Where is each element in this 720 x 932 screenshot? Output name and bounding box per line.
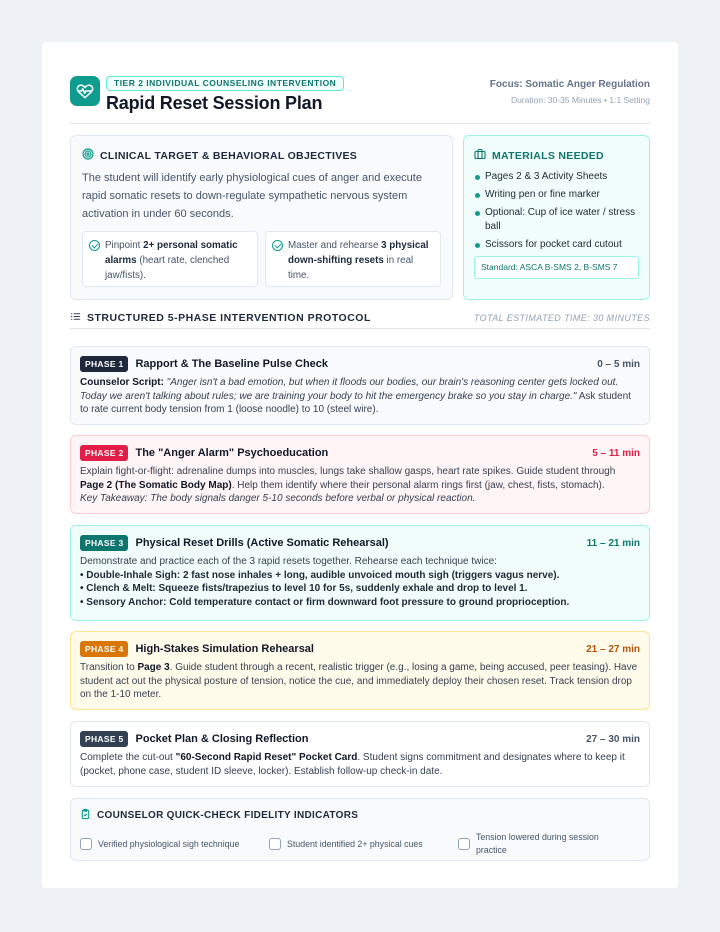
phase-body: Transition to Page 3. Guide student through a recent, realistic trigger (e.g., losing a game, being accused, peer teasing). Have student act out the physical posture of tension, notice the cue, and immediately deploy their chosen reset. Track tension drop on the 1-10 meter. bbox=[80, 662, 638, 701]
key-takeaway: Key Takeaway: The body signals danger 5-10 seconds before verbal or physical reaction. bbox=[80, 493, 476, 505]
material-item: Optional: Cup of ice water / stress ball bbox=[474, 206, 639, 234]
page-title: Rapid Reset Session Plan bbox=[106, 93, 323, 113]
phase-time: 27 – 30 min bbox=[586, 733, 640, 745]
protocol-heading bbox=[70, 309, 650, 329]
list-icon bbox=[70, 311, 81, 325]
phase-title: Rapport & The Baseline Pulse Check bbox=[135, 358, 329, 370]
phase-title: The "Anger Alarm" Psychoeducation bbox=[135, 447, 329, 459]
phase-time: 21 – 27 min bbox=[586, 643, 640, 655]
phase-title: Pocket Plan & Closing Reflection bbox=[135, 733, 309, 745]
fidelity-checkbox-cues[interactable]: Student identified 2+ physical cues bbox=[269, 831, 458, 857]
tier-badge: TIER 2 INDIVIDUAL COUNSELING INTERVENTION bbox=[106, 76, 344, 91]
clipboard-check-icon bbox=[80, 808, 91, 823]
checkbox[interactable] bbox=[269, 838, 281, 850]
materials-heading bbox=[474, 148, 639, 163]
phase-5-card bbox=[70, 721, 650, 787]
phase-badge: PHASE 1 bbox=[80, 356, 128, 372]
standard-note: Standard: ASCA B-SMS 2, B-SMS 7 bbox=[474, 256, 639, 279]
phase-time: 0 – 5 min bbox=[597, 358, 640, 370]
checkbox[interactable] bbox=[458, 838, 470, 850]
phase-body: Counselor Script: "Anger isn't a bad emotion, but when it floods our bodies, our brain's reasoning center gets locked out. Today we aren't talking about rules; we are training your body to hit the emergency brake so you stay in charge." Ask student to rate current body tension from 1 (loose noodle) to 10 (steel wire). bbox=[80, 377, 631, 416]
material-item: Writing pen or fine marker bbox=[474, 188, 639, 202]
header bbox=[70, 42, 650, 124]
reset-technique: • Double-Inhale Sigh: 2 fast nose inhales + long, audible unvoiced mouth sigh (triggers vagus nerve). bbox=[80, 569, 560, 581]
objective-item: Master and rehearse 3 physical down-shifting resets in real time. bbox=[265, 231, 441, 287]
objectives-title: CLINICAL TARGET & BEHAVIORAL OBJECTIVES bbox=[100, 149, 358, 162]
phase-badge: PHASE 5 bbox=[80, 731, 128, 747]
fidelity-checkbox-tension[interactable]: Tension lowered during session practice bbox=[458, 831, 618, 857]
target-icon bbox=[82, 148, 94, 163]
fidelity-title: COUNSELOR QUICK-CHECK FIDELITY INDICATORS bbox=[97, 810, 359, 821]
phase-3-card bbox=[70, 525, 650, 621]
phase-2-card bbox=[70, 435, 650, 514]
duration-label: Duration: 30-35 Minutes • 1:1 Setting bbox=[510, 95, 650, 105]
objectives-heading bbox=[82, 148, 441, 163]
phase-title: High-Stakes Simulation Rehearsal bbox=[135, 643, 314, 655]
total-time: TOTAL ESTIMATED TIME: 30 MINUTES bbox=[473, 313, 650, 323]
phase-time: 5 – 11 min bbox=[592, 447, 640, 459]
objectives-card bbox=[70, 135, 453, 300]
protocol-title: STRUCTURED 5-PHASE INTERVENTION PROTOCOL bbox=[87, 312, 371, 324]
phase-body: Demonstrate and practice each of the 3 rapid resets together. Rehearse each technique twice: • Double-Inhale Sigh: 2 fast nose inhales + long, audible unvoiced mouth sigh (triggers vagus nerve). • Clench & Melt: Squeeze fists/trapezius to level 10 for 5s, suddenly exhale and drop to level 1. • Sensory Anchor: Cold temperature contact or firm downward foot pressure to ground proprioception. bbox=[80, 555, 640, 609]
fidelity-checkbox-sigh[interactable]: Verified physiological sigh technique bbox=[80, 831, 269, 857]
fidelity-card bbox=[70, 798, 650, 861]
phase-body: Complete the cut-out "60-Second Rapid Reset" Pocket Card. Student signs commitment and designates where to keep it (pocket, phone case, student ID sleeve, locker). Establish follow-up check-in date. bbox=[80, 752, 625, 777]
materials-list bbox=[474, 170, 639, 252]
focus-label: Focus: Somatic Anger Regulation bbox=[489, 79, 650, 90]
reset-technique: • Clench & Melt: Squeeze fists/trapezius to level 10 for 5s, suddenly exhale and drop to level 1. bbox=[80, 583, 528, 595]
phase-badge: PHASE 4 bbox=[80, 641, 128, 657]
fidelity-heading bbox=[80, 808, 640, 823]
reset-technique: • Sensory Anchor: Cold temperature contact or firm downward foot pressure to ground proprioception. bbox=[80, 596, 570, 608]
material-item: Pages 2 & 3 Activity Sheets bbox=[474, 170, 639, 184]
check-circle-icon bbox=[89, 240, 100, 251]
phase-title: Physical Reset Drills (Active Somatic Rehearsal) bbox=[135, 537, 389, 549]
materials-title: MATERIALS NEEDED bbox=[492, 149, 604, 162]
materials-card bbox=[463, 135, 650, 300]
phase-4-card bbox=[70, 631, 650, 710]
session-plan-page bbox=[42, 42, 678, 888]
objectives-description: The student will identify early physiological cues of anger and execute rapid somatic resets to down-regulate sympathetic nervous system activation in under 60 seconds. bbox=[82, 172, 422, 220]
phase-body: Explain fight-or-flight: adrenaline dumps into muscles, lungs take shallow gasps, heart rate spikes. Guide student through Page 2 (The Somatic Body Map). Help them identify where their personal alarm rings first (jaw, chest, fists, stomach). Key Takeaway: The body signals danger 5-10 seconds before verbal or physical reaction. bbox=[80, 466, 616, 505]
phase-1-card bbox=[70, 346, 650, 425]
checkbox[interactable] bbox=[80, 838, 92, 850]
phase-badge: PHASE 2 bbox=[80, 445, 128, 461]
check-circle-icon bbox=[272, 240, 283, 251]
briefcase-icon bbox=[474, 148, 486, 163]
material-item: Scissors for pocket card cutout bbox=[474, 238, 639, 252]
phase-time: 11 – 21 min bbox=[586, 537, 640, 549]
heart-pulse-logo-icon bbox=[70, 76, 100, 106]
objective-item: Pinpoint 2+ personal somatic alarms (heart rate, clenched jaw/fists). bbox=[82, 231, 258, 287]
phase-badge: PHASE 3 bbox=[80, 535, 128, 551]
